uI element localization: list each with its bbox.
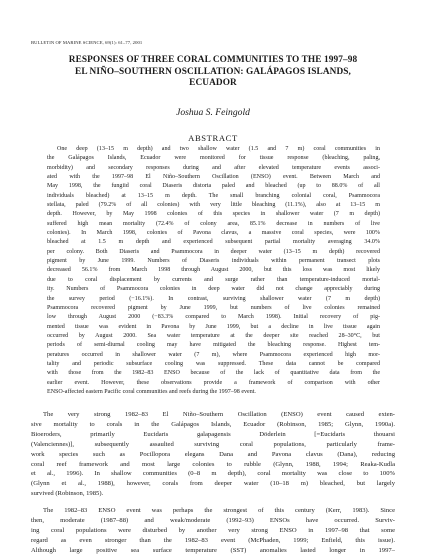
- body-line: Although large positive sea surface temperature (SST) anomalies lasted longer in 1997–: [31, 546, 395, 554]
- body-line: The 1982–83 ENSO event was perhaps the strongest of this century (Kerr, 1983). Since: [43, 507, 395, 515]
- body-line: coral reef framework and most large colonies to rubble (Glynn, 1988, 1994; Reaka-Kudla: [31, 460, 395, 468]
- abstract-body: [47, 145, 380, 397]
- body-line: Bioeroders, primarily Eucidaris galapagensis Döderlein [=Eucidaris thouarsi: [31, 430, 395, 438]
- abstract-line: ated with the 1997–98 El Niño–Southern Oscillation (ENSO) event. Between March and: [47, 174, 380, 181]
- abstract-line: occurred by August 2000. Sea water temperature at the deeper site reached 28–30°C, but: [47, 332, 380, 339]
- body-line: ing coral populations were disturbed by another very strong ENSO in 1997–98 that some: [31, 526, 395, 534]
- abstract-line: with those from the 1982–83 ENSO because of the lack of quantitative data from the: [47, 370, 380, 377]
- body-text: [31, 410, 395, 556]
- body-paragraph: [31, 506, 395, 556]
- body-line: work species such as Pocillopora elegans Dana and Pavona clavus (Dana), reducing: [31, 450, 395, 458]
- article-title: [30, 55, 396, 90]
- abstract-line: peratures occurred in shallower water (7 m), where Psammocora experienced high mor-: [47, 351, 380, 358]
- abstract-line: colonies). In March 1998, colonies of Pavona clavus, a massive coral species, were 100%: [47, 230, 380, 237]
- body-line: survived (Robinson, 1985).: [31, 490, 104, 498]
- title-line: EL NIÑO–SOUTHERN OSCILLATION: GALÁPAGOS ISLANDS,: [75, 66, 351, 77]
- body-line: The very strong 1982–83 El Niño–Southern Oscillation (ENSO) event caused exten-: [43, 411, 395, 418]
- abstract-line: low through August 2000 (−83.3% compared to March 1998). Initial recovery of pig-: [47, 314, 380, 321]
- abstract-line: suffered high mean mortality (72.4% of colony area, 85.1% decrease in numbers of live: [47, 220, 380, 227]
- body-line: regard as even stronger than the 1982–83 event (McPhaden, 1999; Enfield, this issue).: [31, 536, 395, 544]
- body-line: (Valenciennes)], subsequently assaulted surviving coral populations, particularly frame-: [31, 440, 395, 448]
- abstract-line: the survey period (−16.1%). In contrast, surviving shallower water (7 m depth): [47, 295, 380, 302]
- abstract-line: due to coral displacement by currents and surge rather than temperature-induced mortal-: [47, 276, 380, 283]
- body-line: et al., 1996). In shallow communities (0–8 m depth), coral mortality was close to 100%: [31, 470, 395, 478]
- abstract-line: periods of semi-diurnal cooling may have mitigated the bleaching response. Highest tem-: [47, 342, 380, 349]
- body-line: (Glynn et al., 1988), however, corals from deeper water (10–18 m) bleached, but largely: [31, 480, 395, 488]
- abstract-line: mented tissue was evident in Pavona by June 1999, but a decline in live tissue again: [47, 323, 380, 330]
- body-paragraph: [31, 410, 395, 499]
- abstract-line: One deep (13–15 m depth) and two shallow water (1.5 and 7 m) coral communities in: [57, 146, 380, 152]
- abstract-line: ity. Numbers of Psammocora colonies in deep water did not change appreciably during: [47, 286, 380, 293]
- abstract-line: the Galápagos Islands, Ecuador were monitored for tissue response (bleaching, paling,: [47, 155, 380, 162]
- abstract-line: tality and periodic subsurface cooling was suppressed. These data cannot be compared: [47, 360, 380, 367]
- abstract-line: stellata, paled (79.2% of all colonies) with very little bleaching (11.1%), also at 13–15 m: [47, 202, 380, 209]
- abstract-line: decreased 56.1% from March 1998 through August 2000, but this loss was most likely: [47, 267, 380, 274]
- abstract-line: individuals bleached) at 13–15 m depth. The small branching colonial coral, Psammocora: [47, 192, 380, 199]
- title-line: ECUADOR: [189, 78, 237, 89]
- abstract-line: per colony. Both Diaseris and Psammocora in deeper water (13–15 m depth) recovered: [47, 248, 380, 255]
- abstract-line: May 1998, the fungiid coral Diaseris distorta paled and bleached (up to 88.0% of all: [47, 183, 380, 190]
- abstract-line: earlier event. However, these observations provide a framework of comparison with other: [47, 379, 380, 386]
- title-line: RESPONSES OF THREE CORAL COMMUNITIES TO THE 1997–98: [68, 55, 358, 65]
- paragraph-gap: [31, 499, 395, 506]
- body-line: then, moderate (1987–88) and weak/moderate (1992–93) ENSOs have occurred. Surviv-: [31, 517, 395, 525]
- body-line: sive mortality to corals in the Galápagos Islands, Ecuador (Robinson, 1985; Glynn, 1990a).: [31, 420, 395, 428]
- abstract-line: bleached at 1.5 m depth and experienced subsequent partial mortality averaging 34.0%: [47, 239, 380, 246]
- running-head: BULLETIN OF MARINE SCIENCE, 69(1): 61–77, 2001: [31, 40, 143, 45]
- abstract-line: pigment by June 1999. Numbers of Diaseris individuals within permanent transect plots: [47, 258, 380, 265]
- abstract-heading: ABSTRACT: [188, 133, 238, 143]
- author-name: Joshua S. Feingold: [176, 107, 250, 118]
- abstract-line: morbidity) and secondary responses during and after elevated temperature events associ-: [47, 164, 380, 171]
- abstract-line: depth. However, by May 1998 colonies of this species in shallower water (7 m depth): [47, 211, 380, 218]
- abstract-line: Psammocora recovered pigment by June 1999, but numbers of live colonies remained: [47, 304, 380, 311]
- abstract-line: ENSO-affected eastern Pacific coral communities and reefs during the 1997–98 event.: [47, 388, 256, 395]
